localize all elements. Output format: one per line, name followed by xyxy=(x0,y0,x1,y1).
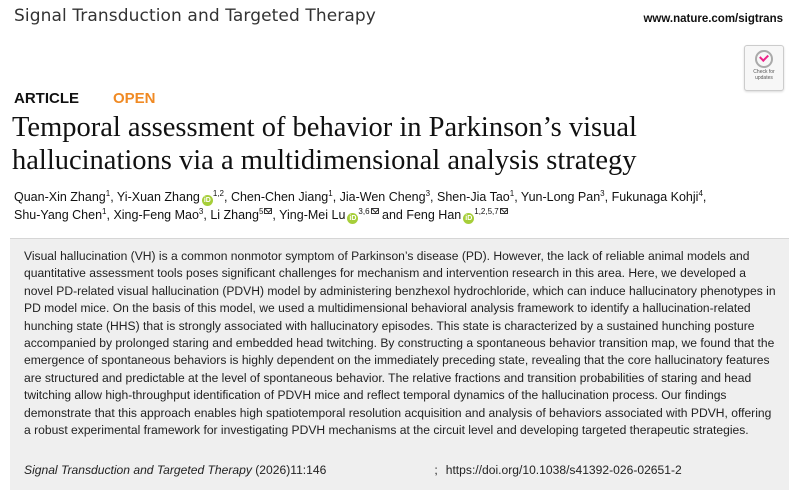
article-title: Temporal assessment of behavior in Parkinson’s visual hallucinations via a multidimensional analysis strategy xyxy=(12,112,637,176)
author-affiliation: 5 xyxy=(258,207,264,216)
author-name[interactable]: Fukunaga Kohji xyxy=(611,190,699,204)
author-affiliation: 1 xyxy=(509,189,515,198)
author-name[interactable]: Li Zhang xyxy=(210,208,259,222)
author-item[interactable] xyxy=(14,190,110,204)
check-for-updates-button[interactable] xyxy=(744,45,784,91)
author-name[interactable]: Yi-Xuan Zhang xyxy=(116,190,200,204)
author-item[interactable] xyxy=(406,208,507,222)
author-item[interactable] xyxy=(521,190,605,204)
author-separator: , xyxy=(514,190,521,204)
author-affiliation: 4 xyxy=(698,189,703,198)
journal-site-link[interactable]: www.nature.com/sigtrans xyxy=(643,13,783,25)
author-name[interactable]: Chen-Chen Jiang xyxy=(230,190,329,204)
author-name[interactable]: Ying-Mei Lu xyxy=(279,208,346,222)
author-separator: , xyxy=(106,208,114,222)
author-name[interactable]: Shu-Yang Chen xyxy=(14,208,103,222)
author-separator: , xyxy=(430,190,437,204)
author-item[interactable] xyxy=(210,208,272,222)
author-item[interactable] xyxy=(113,208,203,222)
open-access-label: OPEN xyxy=(113,90,156,107)
author-separator: , xyxy=(702,190,707,204)
author-separator: , xyxy=(604,190,612,204)
author-name[interactable]: Feng Han xyxy=(406,208,462,222)
citation-volume: (2026)11:146 xyxy=(251,463,327,477)
author-separator: , xyxy=(332,190,340,204)
article-type-label: ARTICLE xyxy=(14,90,79,107)
journal-name: Signal Transduction and Targeted Therapy xyxy=(14,6,376,26)
check-updates-icon xyxy=(755,50,773,68)
abstract-text: Visual hallucination (VH) is a common nonmotor symptom of Parkinson’s disease (PD). However, the lack of reliable animal models and quantitative assessment tools poses significant challenges for mechanism and intervention research in this area. Here, we developed a novel PD-related visual hallucination (PDVH) model by administering benzhexol hydrochloride, which can induce hallucinatory phenotypes in PD model mice. On the basis of this model, we used a multidimensional behavioral analysis framework to identify a hallucination-related hunching state (HHS) that is strongly associated with hallucinatory episodes. This state is characterized by a sustained hunching posture accompanied by prolonged staring and embedded head twitching. By constructing a spontaneous behavior transition map, we found that the emergence of spontaneous behaviors is highly dependent on the immediately preceding state, revealing that the core hallucinatory features are structured and predictable at the level of spontaneous behavior. The relative fractions and transition probabilities of staring and head twitching allow high-throughput identification of PDVH mice and reflect temporal dynamics of the hallucination process. Our findings demonstrate that this approach enables high spatiotemporal resolution acquisition and analysis of behaviors associated with PDVH, offering a robust experimental framework for investigating PDVH mechanisms at the circuit level and developing targeted therapeutic strategies. xyxy=(24,249,776,438)
email-icon[interactable] xyxy=(500,208,508,214)
author-affiliation: 1 xyxy=(328,189,333,198)
author-item[interactable] xyxy=(437,190,514,204)
author-affiliation: 1,2,5,7 xyxy=(474,207,499,216)
author-separator: , xyxy=(272,208,280,222)
author-item[interactable] xyxy=(231,190,333,204)
email-icon[interactable] xyxy=(264,208,272,214)
citation-line xyxy=(24,463,682,477)
author-separator: and xyxy=(378,208,407,222)
author-list xyxy=(14,188,784,224)
author-name[interactable]: Quan-Xin Zhang xyxy=(14,190,106,204)
author-item[interactable] xyxy=(117,190,224,204)
author-name[interactable]: Yun-Long Pan xyxy=(520,190,601,204)
author-affiliation: 3 xyxy=(600,189,605,198)
article-type-row xyxy=(14,90,156,107)
author-affiliation: 3 xyxy=(198,207,204,216)
author-affiliation: 1,2 xyxy=(212,189,224,198)
orcid-icon[interactable]: iD xyxy=(465,215,473,222)
author-affiliation: 1 xyxy=(105,189,111,198)
citation-journal: Signal Transduction and Targeted Therapy xyxy=(24,463,252,477)
doi-link[interactable]: https://doi.org/10.1038/s41392-026-02651-2 xyxy=(445,463,682,477)
author-affiliation: 1 xyxy=(102,207,107,216)
check-updates-label: Check for updates xyxy=(753,69,775,81)
author-item[interactable] xyxy=(14,208,106,222)
author-separator: , xyxy=(110,190,117,204)
author-name[interactable]: Jia-Wen Cheng xyxy=(339,190,426,204)
author-item[interactable] xyxy=(340,190,430,204)
abstract-box xyxy=(10,238,789,490)
author-affiliation: 3 xyxy=(425,189,431,198)
orcid-icon[interactable]: iD xyxy=(349,215,357,222)
author-separator: , xyxy=(203,208,211,222)
author-item[interactable] xyxy=(279,208,378,222)
email-icon[interactable] xyxy=(371,208,379,214)
citation-separator: ; xyxy=(434,463,438,477)
author-name[interactable]: Shen-Jia Tao xyxy=(436,190,510,204)
orcid-icon[interactable]: iD xyxy=(203,197,211,204)
author-separator: , xyxy=(223,190,231,204)
author-item[interactable] xyxy=(612,190,703,204)
author-name[interactable]: Xing-Feng Mao xyxy=(113,208,199,222)
author-affiliation: 3,6 xyxy=(358,207,370,216)
